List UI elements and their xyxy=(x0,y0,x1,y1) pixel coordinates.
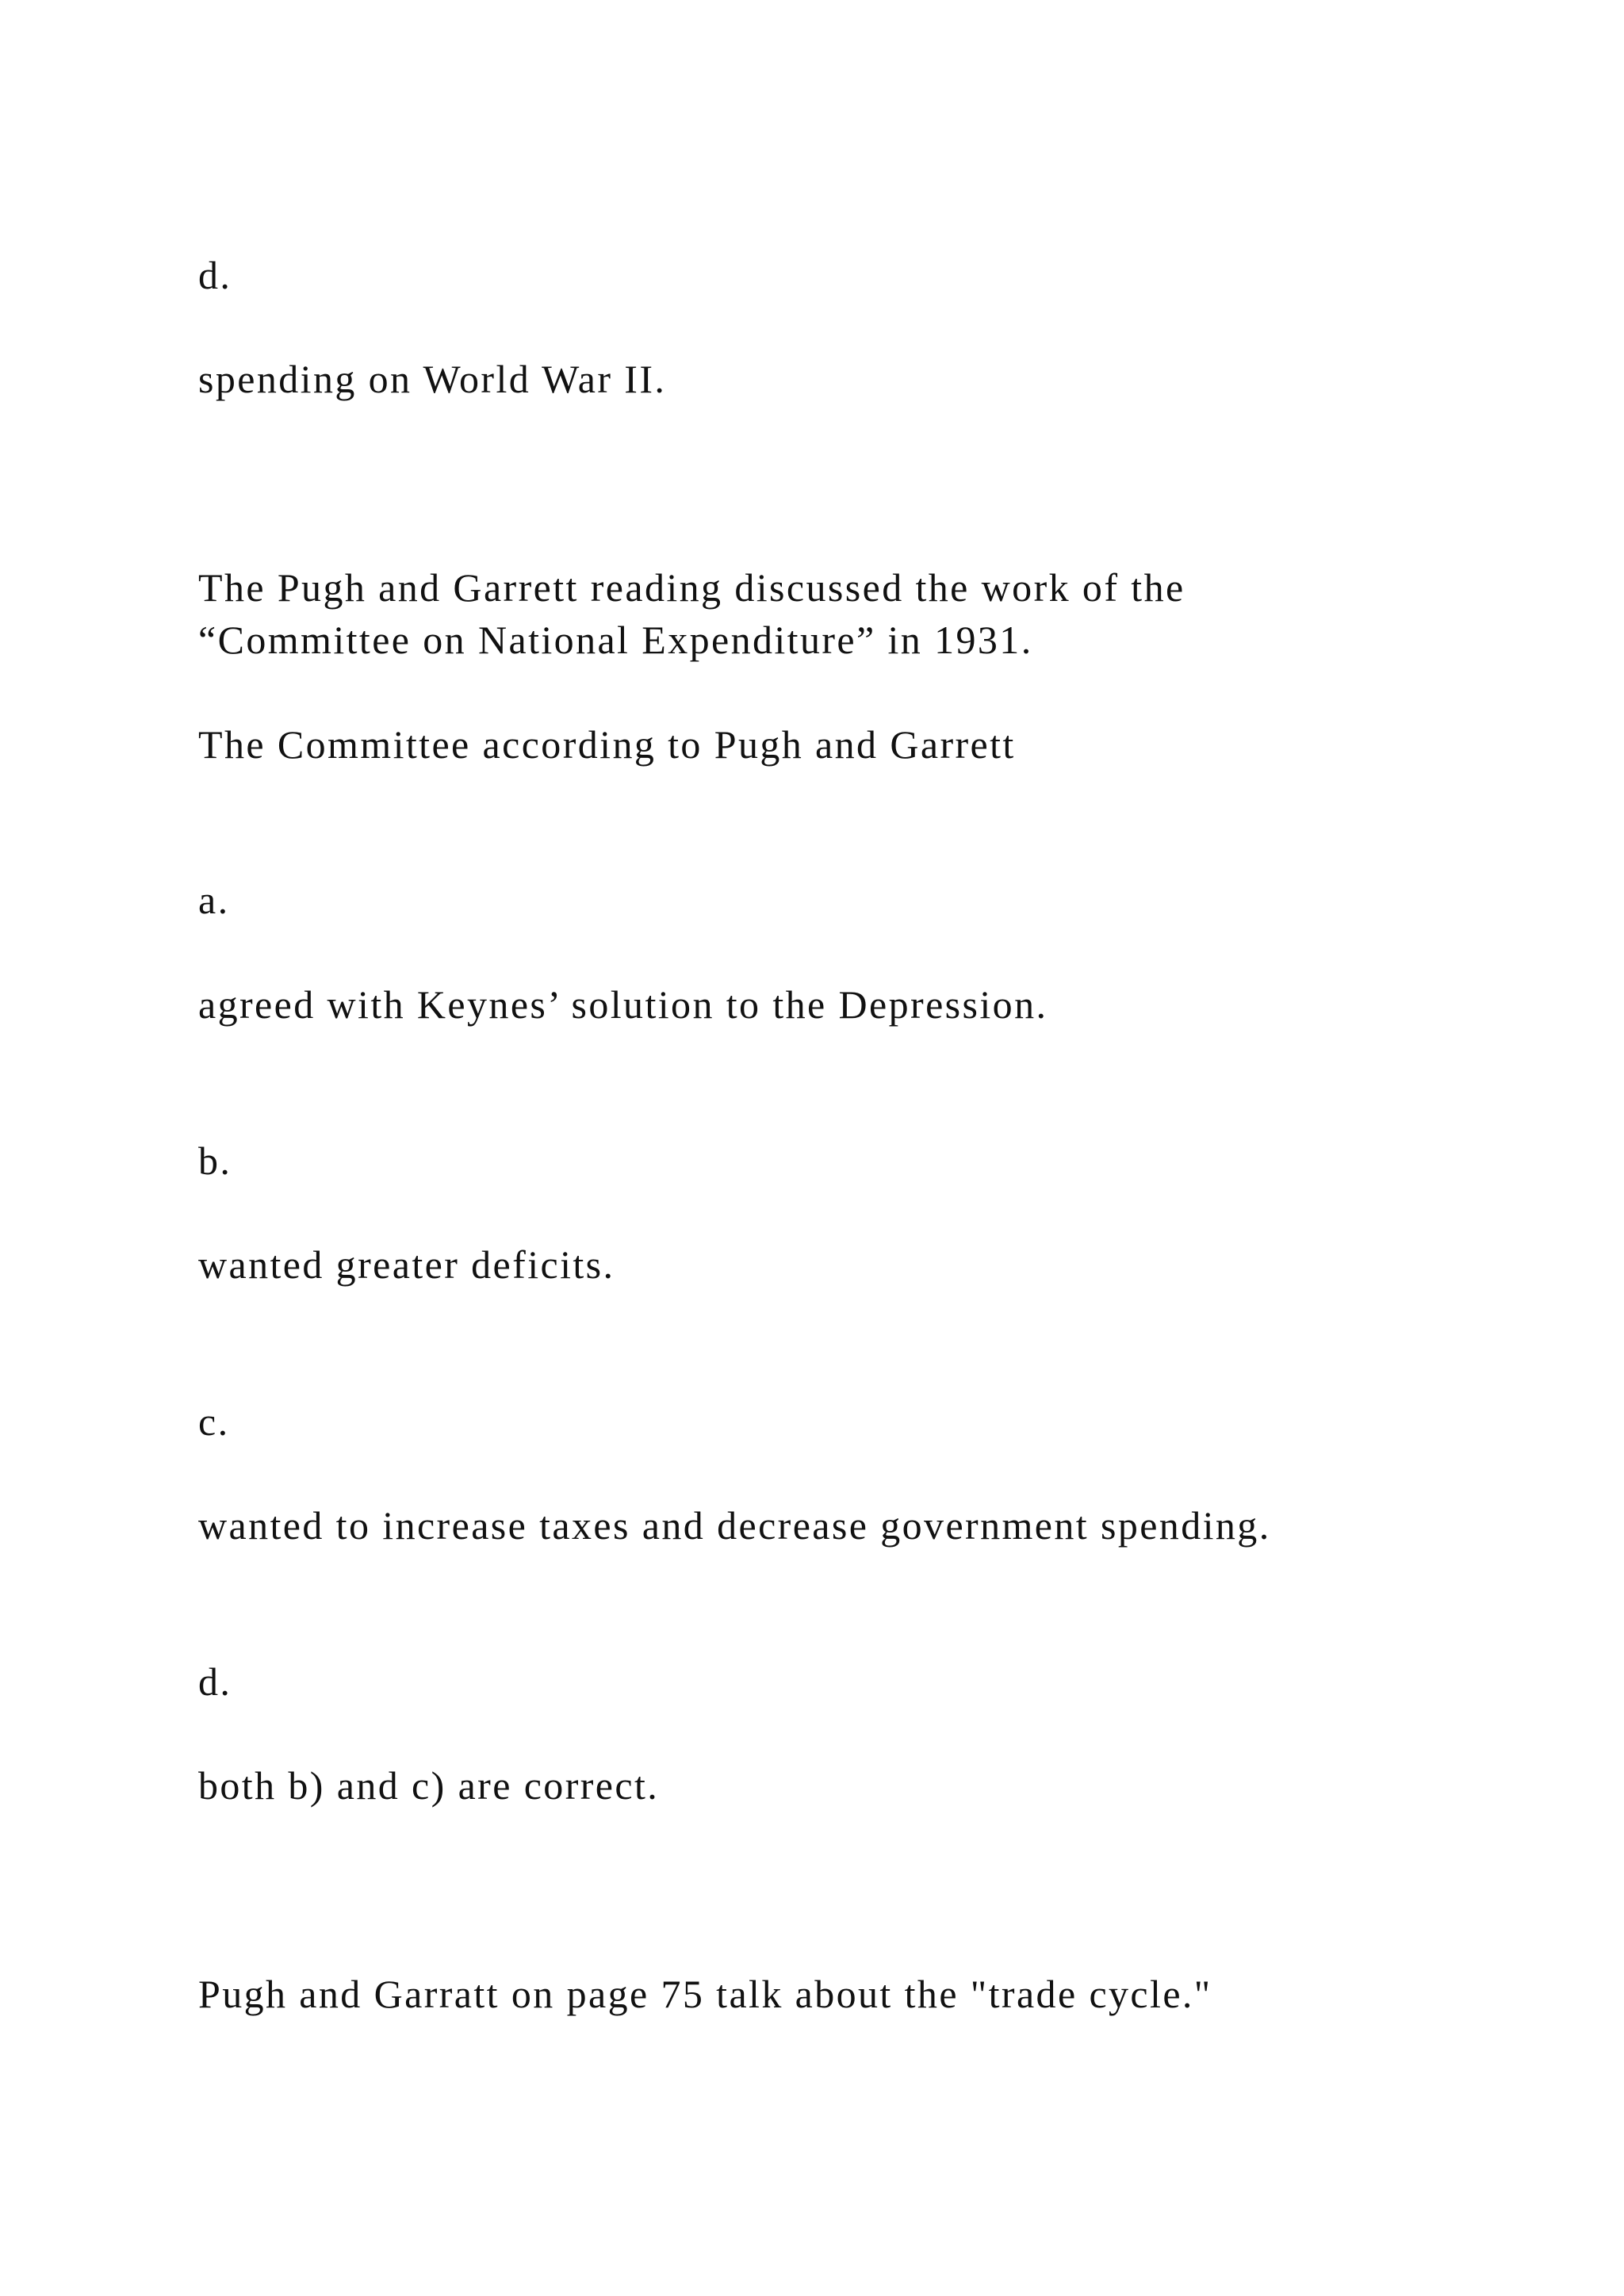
option-a-letter: a. xyxy=(198,878,230,922)
option-c-text: wanted to increase taxes and decrease government spending. xyxy=(198,1503,1271,1548)
prev-option-d-letter: d. xyxy=(198,253,232,297)
next-question-stem: Pugh and Garratt on page 75 talk about the "trade cycle." xyxy=(198,1972,1212,2016)
option-b-letter: b. xyxy=(198,1138,232,1183)
option-a-text: agreed with Keynes’ solution to the Depression. xyxy=(198,982,1048,1027)
option-d-text: both b) and c) are correct. xyxy=(198,1763,660,1808)
option-c-letter: c. xyxy=(198,1399,230,1444)
question-stem-line-1: The Pugh and Garrett reading discussed the work of the xyxy=(198,565,1185,610)
option-d-letter: d. xyxy=(198,1659,232,1704)
prev-option-d-text: spending on World War II. xyxy=(198,357,667,401)
question-prompt: The Committee according to Pugh and Garrett xyxy=(198,722,1016,767)
option-b-text: wanted greater deficits. xyxy=(198,1242,615,1287)
question-stem-line-2: “Committee on National Expenditure” in 1931. xyxy=(198,618,1033,662)
